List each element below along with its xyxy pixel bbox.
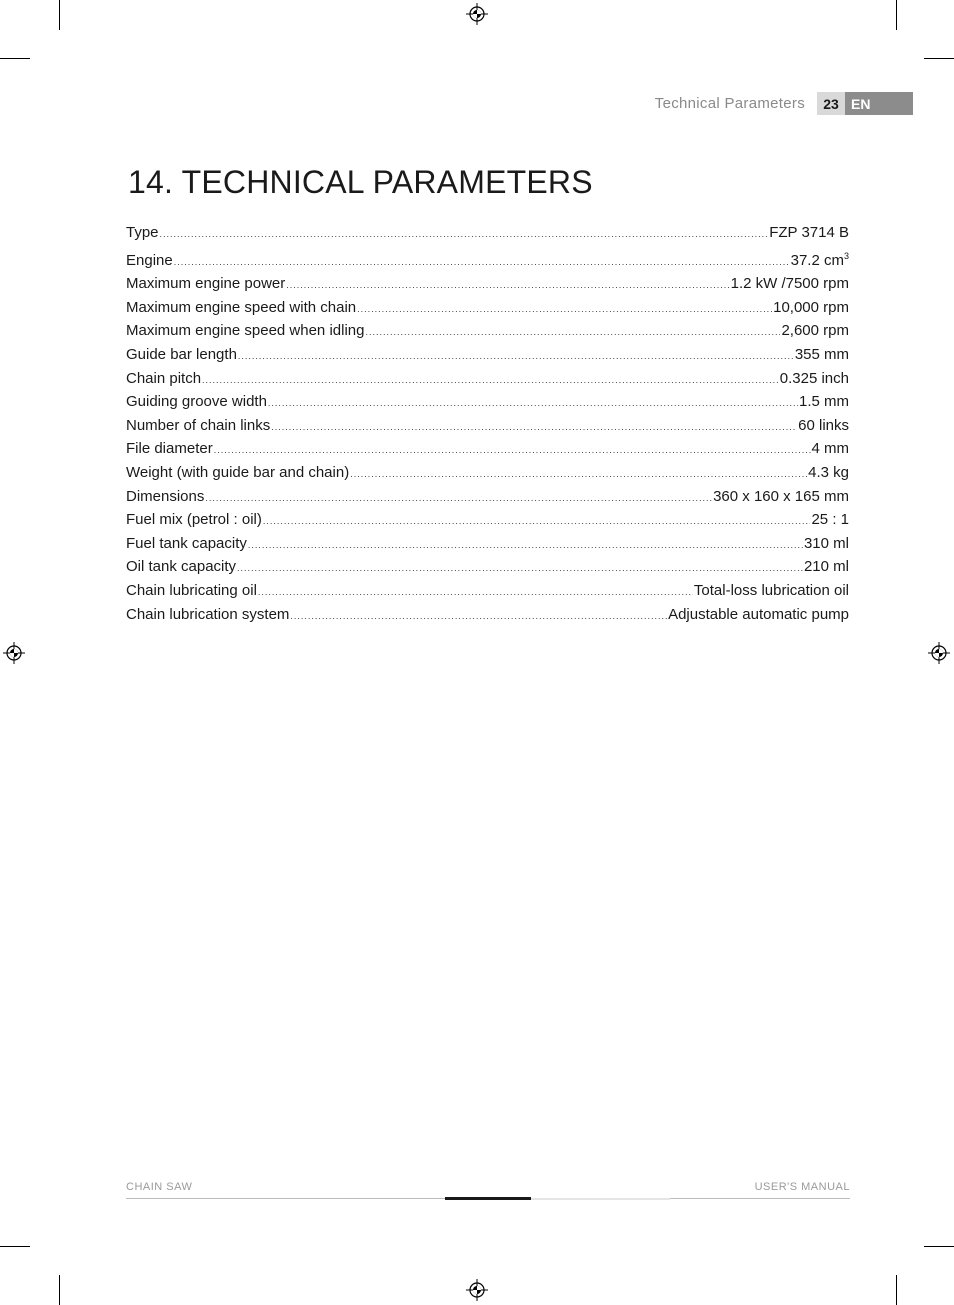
crop-mark: [896, 0, 897, 30]
parameter-row: [126, 246, 849, 274]
parameter-row: [126, 344, 849, 368]
parameter-label: Type: [126, 224, 159, 241]
parameter-value-text: 60 links: [798, 416, 849, 434]
dot-leader: [263, 511, 811, 533]
dot-leader: [268, 393, 798, 415]
parameter-value: [804, 533, 849, 555]
registration-mark-icon: [466, 3, 488, 25]
parameter-label: Chain lubrication system: [126, 605, 290, 623]
parameter-value: [798, 415, 849, 437]
parameter-label: Guiding groove width: [126, 393, 267, 411]
parameter-value: [731, 273, 849, 295]
footer-rule-accent: [445, 1197, 531, 1200]
dot-leader: [357, 299, 772, 321]
dot-leader: [202, 370, 779, 392]
parameter-value-text: 210 ml: [803, 558, 849, 576]
dot-leader: [205, 488, 712, 510]
language-tab: EN: [845, 92, 913, 115]
parameter-value-text: FZP 3714 B: [769, 224, 849, 241]
footer-rule-accent: [531, 1198, 670, 1200]
crop-mark: [896, 1275, 897, 1305]
parameter-list: [126, 222, 849, 627]
parameter-label: Fuel tank capacity: [126, 534, 247, 552]
parameter-value-text: 1.5 mm: [798, 393, 849, 411]
parameter-label: Oil tank capacity: [126, 558, 237, 576]
parameter-row: [126, 462, 849, 486]
parameter-label: Chain lubricating oil: [126, 581, 257, 599]
parameter-label: Dimensions: [126, 487, 205, 505]
parameter-value: [812, 438, 850, 460]
parameter-row: [126, 556, 849, 580]
dot-leader: [214, 440, 811, 462]
registration-mark-icon: [466, 1279, 488, 1301]
parameter-row: [126, 438, 849, 462]
parameter-value: [713, 486, 849, 508]
parameter-value: [694, 580, 849, 602]
parameter-value-text: 4 mm: [811, 440, 849, 458]
page-number: 23: [817, 92, 845, 115]
parameter-value: [780, 368, 849, 390]
parameter-value: [773, 297, 849, 319]
dot-leader: [248, 535, 803, 557]
footer-product: CHAIN SAW: [126, 1181, 193, 1193]
parameter-label: Maximum engine speed with chain: [126, 298, 357, 316]
parameter-label: Fuel mix (petrol : oil): [126, 511, 262, 529]
parameter-row: [126, 486, 849, 510]
running-header-section: Technical Parameters: [654, 95, 805, 112]
crop-mark: [59, 1275, 60, 1305]
parameter-value-text: 10,000 rpm: [773, 298, 849, 316]
parameter-value-text: Total-loss lubrication oil: [693, 581, 849, 599]
parameter-label: Number of chain links: [126, 416, 271, 434]
parameter-value-text: 1.2 kW /7500 rpm: [730, 275, 849, 293]
parameter-value-text: 37.2 cm: [790, 251, 844, 269]
crop-mark: [59, 0, 60, 30]
crop-mark: [0, 1246, 30, 1247]
parameter-row: [126, 415, 849, 439]
parameter-label: File diameter: [126, 440, 213, 458]
registration-mark-icon: [3, 642, 25, 664]
parameter-value: [795, 344, 849, 366]
parameter-row: [126, 580, 849, 604]
parameter-row: [126, 297, 849, 321]
parameter-row: [126, 222, 849, 246]
parameter-label: Maximum engine speed when idling: [126, 322, 365, 340]
parameter-value: [804, 556, 849, 578]
dot-leader: [258, 582, 693, 604]
dot-leader: [160, 224, 769, 246]
parameter-value-superscript: 3: [843, 250, 849, 261]
dot-leader: [350, 464, 807, 486]
dot-leader: [238, 346, 794, 368]
parameter-value-text: Adjustable automatic pump: [668, 605, 849, 623]
parameter-value: [791, 246, 849, 272]
registration-mark-icon: [928, 642, 950, 664]
parameter-label: Guide bar length: [126, 345, 237, 363]
crop-mark: [924, 1246, 954, 1247]
dot-leader: [286, 275, 729, 297]
parameter-value-text: 2,600 rpm: [781, 322, 849, 340]
footer-document: USER'S MANUAL: [754, 1181, 850, 1193]
parameter-row: [126, 368, 849, 392]
parameter-value: [769, 222, 849, 244]
dot-leader: [365, 322, 780, 344]
parameter-value: [811, 509, 849, 531]
parameter-label: Maximum engine power: [126, 275, 286, 293]
page-title: 14. TECHNICAL PARAMETERS: [128, 164, 593, 200]
parameter-value-text: 25 : 1: [811, 511, 849, 529]
parameter-row: [126, 533, 849, 557]
crop-mark: [0, 58, 30, 59]
parameter-label: Engine: [126, 251, 173, 269]
parameter-row: [126, 391, 849, 415]
parameter-row: [126, 509, 849, 533]
parameter-row: [126, 273, 849, 297]
dot-leader: [237, 558, 803, 580]
parameter-value-text: 0.325 inch: [779, 369, 849, 387]
parameter-value: [808, 462, 849, 484]
parameter-label: Chain pitch: [126, 369, 202, 387]
crop-mark: [924, 58, 954, 59]
parameter-value-text: 355 mm: [794, 345, 849, 363]
parameter-value-text: 4.3 kg: [808, 463, 849, 481]
dot-leader: [271, 417, 797, 439]
parameter-row: [126, 604, 849, 628]
dot-leader: [290, 606, 667, 628]
parameter-label: Weight (with guide bar and chain): [126, 463, 350, 481]
dot-leader: [174, 252, 790, 274]
parameter-value: [799, 391, 849, 413]
parameter-row: [126, 320, 849, 344]
parameter-value: [781, 320, 849, 342]
parameter-value-text: 310 ml: [803, 534, 849, 552]
parameter-value: [668, 604, 849, 626]
parameter-value-text: 360 x 160 x 165 mm: [713, 487, 849, 505]
